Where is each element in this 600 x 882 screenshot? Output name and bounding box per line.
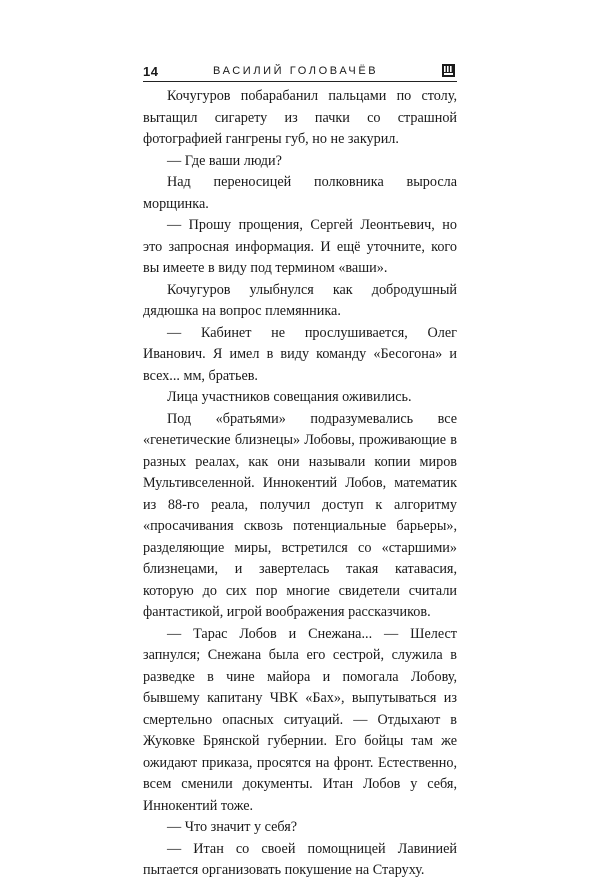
paragraph: Кочугуров побарабанил пальцами по столу, вытащил сигарету из пачки со страшной фотографией гангрены губ, но не закурил. — [143, 88, 457, 147]
paragraph: — Итан со своей помощницей Лавинией пытается организовать покушение на Старуху. — [143, 840, 457, 878]
paragraph: — Кабинет не прослушивается, Олег Иванович. Я имел в виду команду «Бесогона» и всех... мм, братьев. — [143, 324, 457, 384]
paragraph: Под «братьями» подразумевались все «генетические близнецы» Лобовы, проживающие в разных реалах, как они называли копии миров Мультивселенной. Иннокентий Лобов, математик из 88-го реала, получил доступ к алгоритму «просачивания сквозь потенциальные барьеры», разделяющие миры, встретился со «старшими» близнецами, и завертелась такая катавасия, которую до сих пор многие свидетели считали фантастикой, игрой воображения рассказчиков. — [143, 410, 457, 620]
chapter-text — [143, 86, 457, 882]
paragraph: Над переносицей полковника выросла морщинка. — [143, 174, 457, 212]
publisher-logo-icon — [442, 64, 455, 77]
paragraph: — Прошу прощения, Сергей Леонтьевич, но это запросная информация. И ещё уточните, кого вы имеете в виду под термином «ваши». — [143, 217, 457, 276]
page-number: 14 — [143, 64, 159, 79]
paragraph: — Тарас Лобов и Снежана... — Шелест запнулся; Снежана была его сестрой, служила в разведке в чине майора и помогала Лобову, бывшему капитану ЧВК «Бах», выпутываться из смертельно опасных ситуаций. — Отдыхают в Жуковке Брянской губернии. Его бойцы там же ожидают приказа, просятся на фронт. Естественно, всем сменили документы. Итан Лобов у себя, Иннокентий тоже. — [143, 625, 457, 814]
paragraph: Лица участников совещания оживились. — [167, 389, 412, 405]
header-divider — [143, 81, 457, 82]
paragraph: Кочугуров улыбнулся как добродушный дядюшка на вопрос племянника. — [143, 281, 457, 319]
page-header — [143, 62, 457, 82]
paragraph: — Что значит у себя? — [167, 819, 298, 835]
running-title: ВАСИЛИЙ ГОЛОВАЧЁВ — [213, 65, 379, 77]
paragraph: — Где ваши люди? — [167, 152, 282, 169]
